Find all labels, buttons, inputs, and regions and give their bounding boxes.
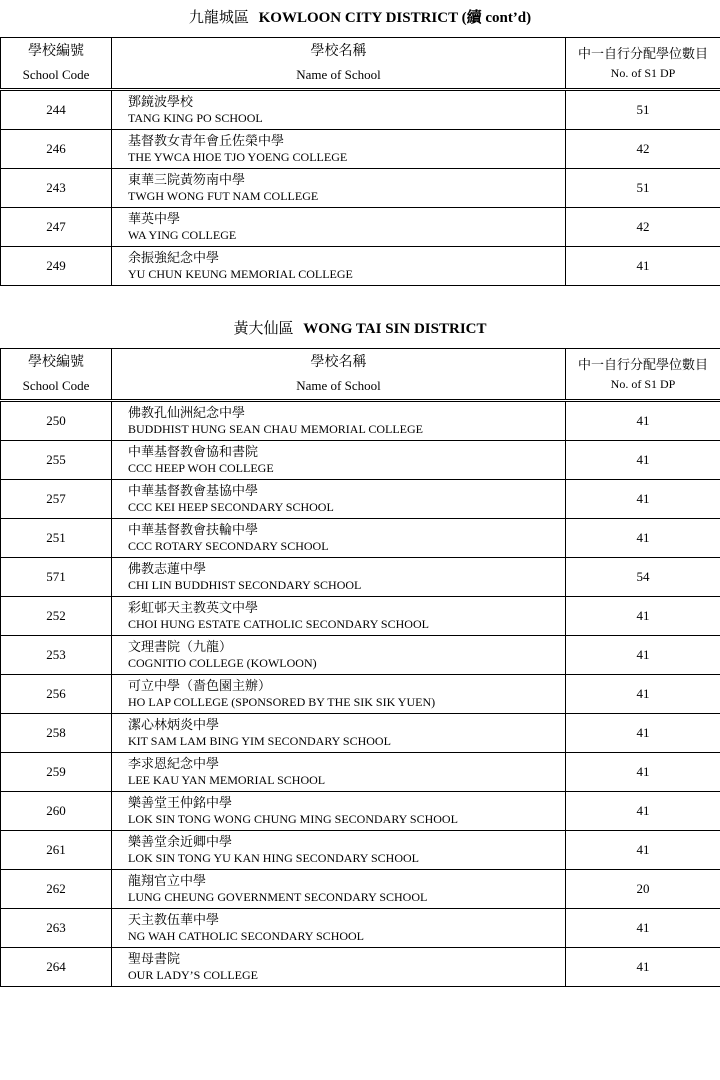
school-code: 243	[1, 169, 112, 208]
school-name-cell	[112, 597, 566, 636]
header-school-name-en: Name of School	[296, 66, 381, 82]
school-name-zh: 可立中學（嗇色園主辦）	[128, 678, 272, 693]
school-name-cell	[112, 636, 566, 675]
school-name-en: LOK SIN TONG YU KAN HING SECONDARY SCHOOL	[128, 851, 420, 865]
school-name-en: TWGH WONG FUT NAM COLLEGE	[128, 189, 319, 203]
school-code: 257	[1, 480, 112, 519]
table-row	[1, 714, 720, 753]
school-name-zh: 中華基督教會基協中學	[128, 483, 259, 498]
school-name-en: TANG KING PO SCHOOL	[128, 111, 263, 125]
section-title-en: KOWLOON CITY DISTRICT (續 cont’d)	[258, 10, 532, 26]
school-name-zh: 彩虹邨天主教英文中學	[128, 600, 259, 615]
school-code: 262	[1, 870, 112, 909]
table-row	[1, 519, 720, 558]
section-title-wong-tai-sin	[0, 317, 720, 338]
table-row	[1, 90, 720, 130]
table-row	[1, 480, 720, 519]
school-code: 260	[1, 792, 112, 831]
school-name-cell	[112, 130, 566, 169]
school-name-zh: 基督教女青年會丘佐榮中學	[128, 133, 285, 148]
school-name-en: HO LAP COLLEGE (SPONSORED BY THE SIK SIK YUEN)	[128, 695, 436, 709]
school-name-zh: 華英中學	[128, 211, 181, 226]
table-body	[1, 401, 720, 987]
table-header-row	[1, 38, 720, 90]
header-school-code-zh: 學校編號	[28, 43, 84, 59]
s1-dp-count: 41	[566, 948, 720, 987]
school-name-en: CHOI HUNG ESTATE CATHOLIC SECONDARY SCHOOL	[128, 617, 429, 631]
table-header-row	[1, 349, 720, 401]
school-code: 264	[1, 948, 112, 987]
header-school-code-en: School Code	[22, 377, 90, 393]
s1-dp-count: 20	[566, 870, 720, 909]
school-name-cell	[112, 441, 566, 480]
table-row	[1, 401, 720, 441]
school-name-cell	[112, 870, 566, 909]
school-name-cell	[112, 714, 566, 753]
header-school-name-zh: 學校名稱	[310, 43, 367, 59]
header-school-code	[1, 38, 112, 90]
school-name-zh: 潔心林炳炎中學	[128, 717, 220, 732]
header-s1-dp	[566, 349, 720, 401]
s1-dp-count: 41	[566, 441, 720, 480]
school-name-cell	[112, 792, 566, 831]
s1-dp-count: 41	[566, 909, 720, 948]
school-table-kowloon-city	[0, 37, 720, 286]
table-row	[1, 597, 720, 636]
table-body	[1, 90, 720, 286]
school-name-en: CCC KEI HEEP SECONDARY SCHOOL	[128, 500, 334, 514]
school-name-cell	[112, 831, 566, 870]
school-code: 253	[1, 636, 112, 675]
school-code: 259	[1, 753, 112, 792]
table-row	[1, 948, 720, 987]
header-school-name-zh: 學校名稱	[310, 354, 367, 370]
school-code: 249	[1, 247, 112, 286]
s1-dp-count: 41	[566, 675, 720, 714]
school-name-en: LEE KAU YAN MEMORIAL SCHOOL	[128, 773, 326, 787]
school-name-zh: 樂善堂余近卿中學	[128, 834, 233, 849]
s1-dp-count: 41	[566, 597, 720, 636]
s1-dp-count: 51	[566, 90, 720, 130]
s1-dp-count: 51	[566, 169, 720, 208]
school-name-cell	[112, 247, 566, 286]
header-s1-dp-zh: 中一自行分配學位數目	[577, 357, 708, 372]
school-name-cell	[112, 208, 566, 247]
school-name-zh: 樂善堂王仲銘中學	[128, 795, 233, 810]
school-name-zh: 李求恩紀念中學	[128, 756, 220, 771]
school-name-cell	[112, 948, 566, 987]
school-name-cell	[112, 90, 566, 130]
section-title-en: WONG TAI SIN DISTRICT	[303, 321, 487, 337]
school-name-en: BUDDHIST HUNG SEAN CHAU MEMORIAL COLLEGE	[128, 422, 423, 436]
school-name-en: COGNITIO COLLEGE (KOWLOON)	[128, 656, 317, 670]
school-name-en: OUR LADY’S COLLEGE	[128, 968, 258, 982]
s1-dp-count: 41	[566, 480, 720, 519]
school-code: 250	[1, 401, 112, 441]
table-row	[1, 441, 720, 480]
s1-dp-count: 54	[566, 558, 720, 597]
header-school-code-zh: 學校編號	[28, 354, 84, 370]
school-name-en: LOK SIN TONG WONG CHUNG MING SECONDARY SCHOOL	[128, 812, 458, 826]
school-name-en: THE YWCA HIOE TJO YOENG COLLEGE	[128, 150, 348, 164]
school-name-cell	[112, 401, 566, 441]
school-name-zh: 天主教伍華中學	[128, 912, 220, 927]
school-name-cell	[112, 753, 566, 792]
school-name-zh: 文理書院（九龍）	[128, 639, 233, 654]
school-name-zh: 余振強紀念中學	[128, 250, 220, 265]
header-s1-dp	[566, 38, 720, 90]
s1-dp-count: 41	[566, 401, 720, 441]
header-s1-dp-en: No. of S1 DP	[610, 66, 676, 80]
school-name-cell	[112, 558, 566, 597]
school-name-cell	[112, 909, 566, 948]
school-name-cell	[112, 169, 566, 208]
header-school-name	[112, 38, 566, 90]
s1-dp-count: 41	[566, 714, 720, 753]
s1-dp-count: 42	[566, 130, 720, 169]
school-code: 251	[1, 519, 112, 558]
school-code: 263	[1, 909, 112, 948]
header-s1-dp-zh: 中一自行分配學位數目	[577, 46, 708, 61]
table-row	[1, 792, 720, 831]
table-row	[1, 831, 720, 870]
school-name-zh: 鄧鏡波學校	[128, 94, 194, 109]
s1-dp-count: 41	[566, 636, 720, 675]
school-name-zh: 中華基督教會扶輪中學	[128, 522, 259, 537]
header-school-code-en: School Code	[22, 66, 90, 82]
school-name-en: WA YING COLLEGE	[128, 228, 237, 242]
school-code: 247	[1, 208, 112, 247]
s1-dp-count: 41	[566, 753, 720, 792]
school-name-en: YU CHUN KEUNG MEMORIAL COLLEGE	[128, 267, 353, 281]
header-school-name-en: Name of School	[296, 377, 381, 393]
school-code: 252	[1, 597, 112, 636]
school-table-wong-tai-sin	[0, 348, 720, 987]
table-row	[1, 130, 720, 169]
s1-dp-count: 41	[566, 519, 720, 558]
school-name-zh: 東華三院黃笏南中學	[128, 172, 246, 187]
table-row	[1, 870, 720, 909]
table-row	[1, 675, 720, 714]
header-school-name	[112, 349, 566, 401]
table-row	[1, 169, 720, 208]
school-name-cell	[112, 480, 566, 519]
school-code: 255	[1, 441, 112, 480]
table-row	[1, 636, 720, 675]
school-name-en: CHI LIN BUDDHIST SECONDARY SCHOOL	[128, 578, 362, 592]
s1-dp-count: 41	[566, 831, 720, 870]
school-name-zh: 龍翔官立中學	[128, 873, 207, 888]
table-row	[1, 909, 720, 948]
school-name-cell	[112, 675, 566, 714]
school-code: 261	[1, 831, 112, 870]
section-title-kowloon-city	[0, 6, 720, 27]
school-code: 258	[1, 714, 112, 753]
school-name-en: CCC ROTARY SECONDARY SCHOOL	[128, 539, 329, 553]
school-name-en: CCC HEEP WOH COLLEGE	[128, 461, 274, 475]
header-s1-dp-en: No. of S1 DP	[610, 377, 676, 391]
school-name-en: KIT SAM LAM BING YIM SECONDARY SCHOOL	[128, 734, 391, 748]
school-code: 246	[1, 130, 112, 169]
section-title-zh: 九龍城區	[188, 10, 249, 26]
school-name-zh: 佛教孔仙洲紀念中學	[128, 405, 246, 420]
school-code: 244	[1, 90, 112, 130]
school-name-zh: 中華基督教會協和書院	[128, 444, 259, 459]
school-code: 571	[1, 558, 112, 597]
header-school-code	[1, 349, 112, 401]
s1-dp-count: 41	[566, 247, 720, 286]
school-name-zh: 佛教志蓮中學	[128, 561, 207, 576]
table-row	[1, 247, 720, 286]
table-row	[1, 208, 720, 247]
school-name-en: NG WAH CATHOLIC SECONDARY SCHOOL	[128, 929, 365, 943]
table-row	[1, 753, 720, 792]
s1-dp-count: 42	[566, 208, 720, 247]
section-title-zh: 黃大仙區	[233, 321, 294, 337]
s1-dp-count: 41	[566, 792, 720, 831]
school-code: 256	[1, 675, 112, 714]
school-name-cell	[112, 519, 566, 558]
school-name-zh: 聖母書院	[128, 951, 181, 966]
school-name-en: LUNG CHEUNG GOVERNMENT SECONDARY SCHOOL	[128, 890, 428, 904]
table-row	[1, 558, 720, 597]
